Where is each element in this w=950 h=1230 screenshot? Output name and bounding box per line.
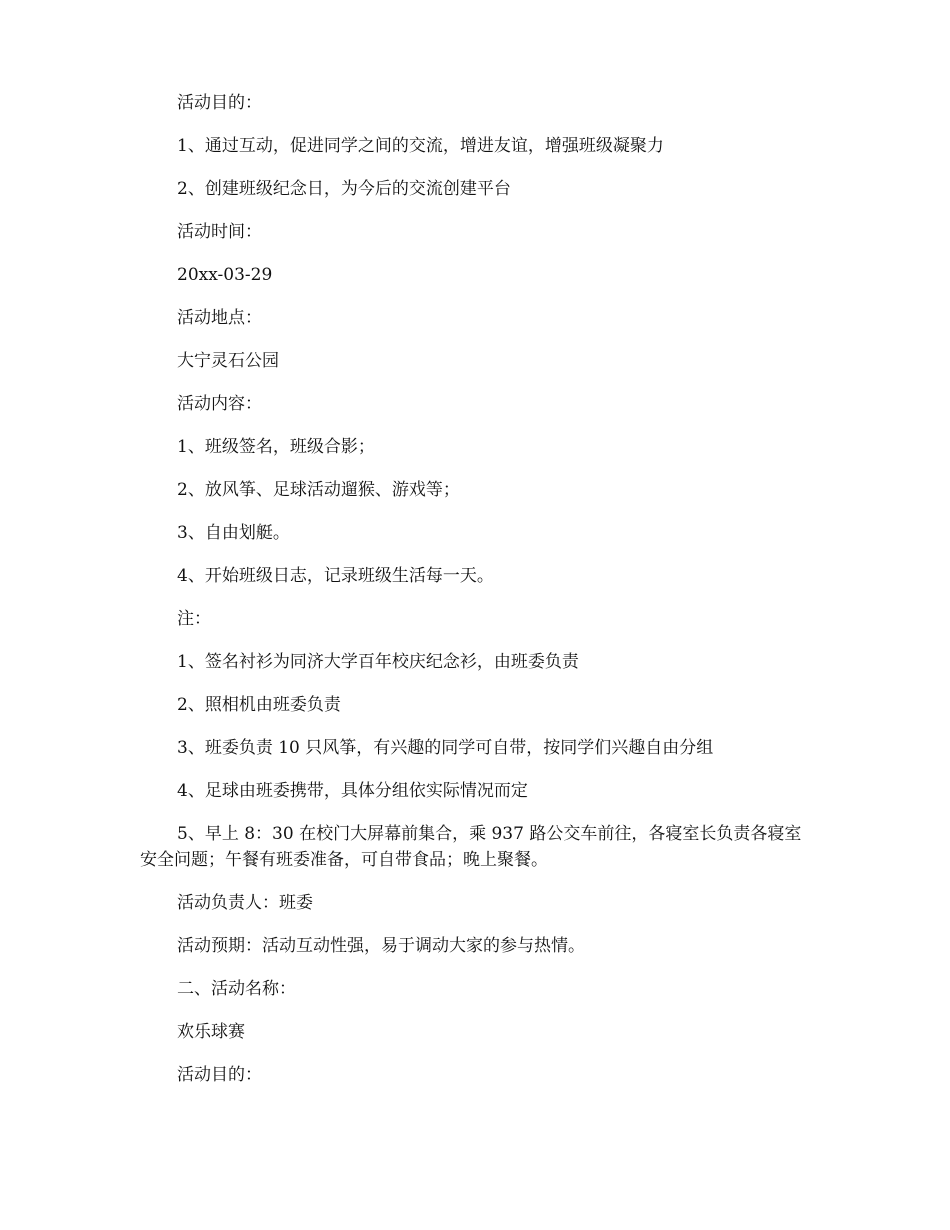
heading-activity-location: 活动地点： bbox=[177, 308, 262, 328]
section-2-name: 欢乐球赛 bbox=[177, 1022, 245, 1042]
content-item-1: 1、班级签名，班级合影； bbox=[177, 437, 375, 457]
activity-owner: 活动负责人：班委 bbox=[177, 893, 313, 913]
content-item-4: 4、开始班级日志，记录班级生活每一天。 bbox=[177, 566, 494, 586]
heading-notes: 注： bbox=[177, 609, 211, 629]
purpose-item-1: 1、通过互动，促进同学之间的交流，增进友谊，增强班级凝聚力 bbox=[177, 136, 664, 156]
note-item-5: 5、早上 8：30 在校门大屏幕前集合，乘 937 路公交车前往，各寝室长负责各寝室安全问题；午餐有班委准备，可自带食品；晚上聚餐。 bbox=[140, 824, 802, 870]
activity-location: 大宁灵石公园 bbox=[177, 351, 279, 371]
heading-activity-content: 活动内容： bbox=[177, 394, 262, 414]
document-body bbox=[140, 90, 810, 1105]
section-2-heading: 二、活动名称： bbox=[177, 979, 296, 999]
activity-date: 20xx-03-29 bbox=[177, 265, 273, 285]
note-item-1: 1、签名衬衫为同济大学百年校庆纪念衫，由班委负责 bbox=[177, 652, 579, 672]
heading-activity-time: 活动时间： bbox=[177, 222, 262, 242]
note-item-3: 3、班委负责 10 只风筝，有兴趣的同学可自带，按同学们兴趣自由分组 bbox=[177, 738, 714, 758]
section-2-purpose-heading: 活动目的： bbox=[177, 1065, 262, 1085]
note-item-4: 4、足球由班委携带，具体分组依实际情况而定 bbox=[177, 781, 528, 801]
heading-activity-purpose: 活动目的： bbox=[177, 93, 262, 113]
content-item-3: 3、自由划艇。 bbox=[177, 523, 290, 543]
purpose-item-2: 2、创建班级纪念日，为今后的交流创建平台 bbox=[177, 179, 511, 199]
note-item-2: 2、照相机由班委负责 bbox=[177, 695, 341, 715]
content-item-2: 2、放风筝、足球活动遛猴、游戏等； bbox=[177, 480, 460, 500]
activity-expectation: 活动预期：活动互动性强，易于调动大家的参与热情。 bbox=[177, 936, 585, 956]
